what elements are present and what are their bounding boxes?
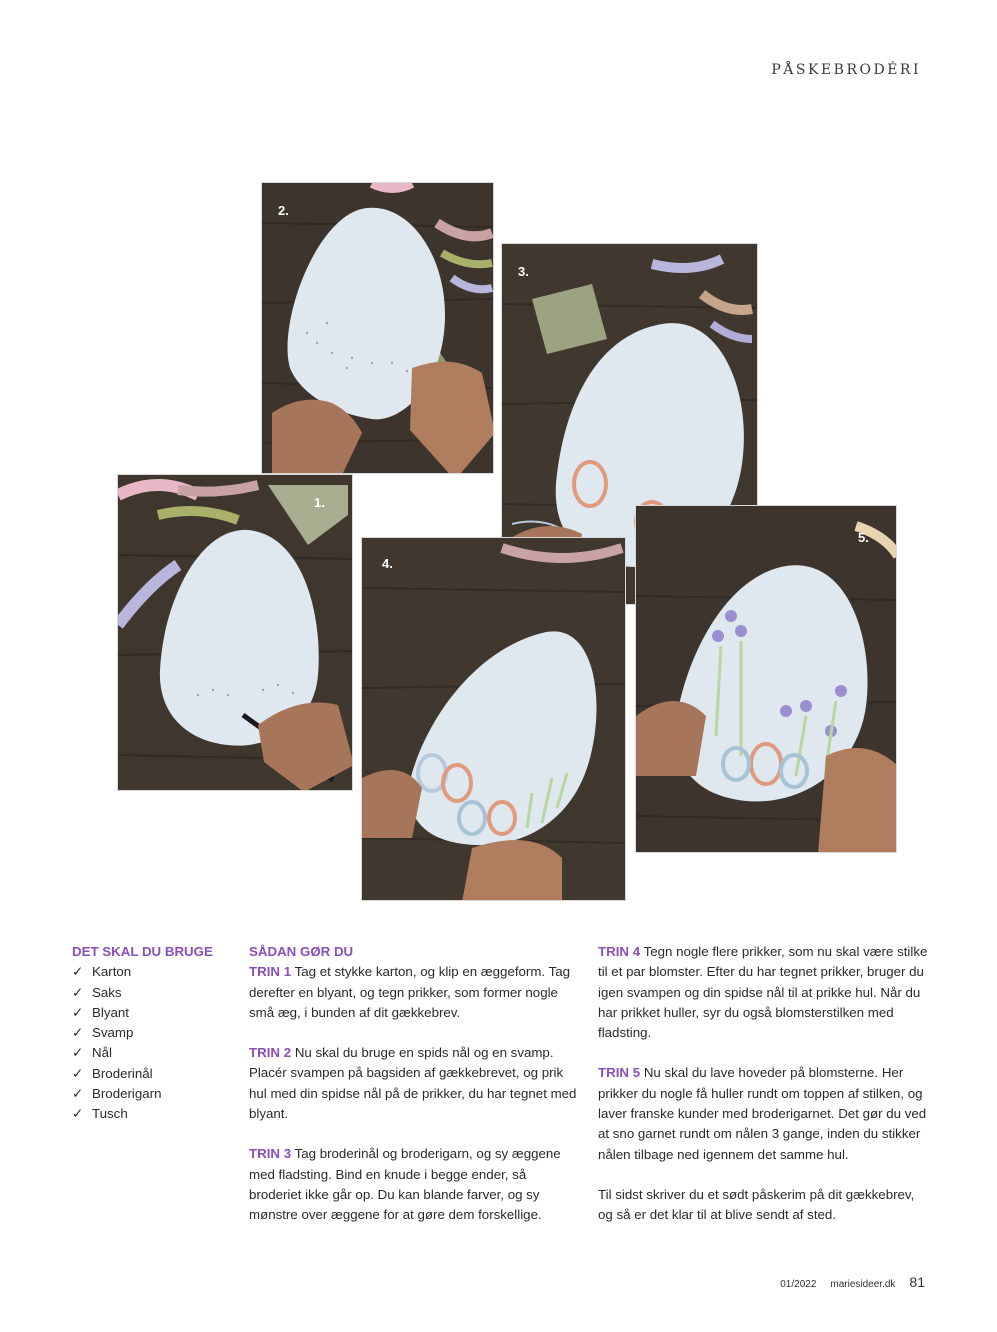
material-label: Blyant: [92, 1004, 129, 1020]
material-label: Svamp: [92, 1025, 134, 1041]
materials-list: [72, 962, 232, 1124]
material-item: [72, 1104, 232, 1124]
photo-number: 1.: [314, 495, 325, 510]
step-text: Nu skal du lave hoveder på blomsterne. Her prikker du nogle få huller rundt om toppen af stilken, og laver franske kunder med broderigarnet. Det gør du ved at sno garnet rundt om nålen 3 gange, inden du stikker nålen tilbage ned igennem det samme hul.: [598, 1065, 927, 1162]
step-paragraph: [249, 962, 579, 1023]
material-item: [72, 983, 232, 1003]
photo-number: 3.: [518, 264, 529, 279]
page-number: 81: [909, 1274, 925, 1290]
section-header: PÅSKEBRODÉRI: [771, 62, 921, 78]
instructions-column-1: [249, 942, 579, 1246]
instructions-column-2: [598, 942, 928, 1246]
checkmark-icon: ✓: [72, 1065, 84, 1081]
photo-step-4: [361, 537, 626, 901]
step-text: Tegn nogle flere prikker, som nu skal være stilke til et par blomster. Efter du har tegnet prikker, bruger du igen svampen og din spidse nål til at prikke hul. Når du har prikket huller, syr du også blomsterstilken med fladsting.: [598, 944, 928, 1041]
material-label: Nål: [92, 1045, 112, 1061]
step-paragraph: [598, 1063, 928, 1164]
material-item: [72, 1023, 232, 1043]
step-paragraph: [598, 942, 928, 1043]
material-label: Broderigarn: [92, 1086, 162, 1102]
checkmark-icon: ✓: [72, 984, 84, 1000]
material-item: [72, 1084, 232, 1104]
material-label: Broderinål: [92, 1065, 153, 1081]
step-label: TRIN 1: [249, 964, 292, 980]
checkmark-icon: ✓: [72, 1025, 84, 1041]
photo-number: 5.: [858, 530, 869, 545]
page-footer: [780, 1274, 925, 1290]
material-label: Saks: [92, 984, 122, 1000]
step-text: Tag broderinål og broderigarn, og sy æggene med fladsting. Bind en knude i begge ender, så broderiet ikke går op. Du kan blande farver, og sy mønstre over æggene for at gøre dem forskellige.: [249, 1146, 561, 1223]
step-label: TRIN 2: [249, 1045, 292, 1061]
step-text: Tag et stykke karton, og klip en æggeform. Tag derefter en blyant, og tegn prikker, som former nogle små æg, i bunden af dit gækkebrev.: [249, 964, 571, 1020]
material-label: Karton: [92, 964, 132, 980]
material-item: [72, 962, 232, 982]
material-item: [72, 1043, 232, 1063]
checkmark-icon: ✓: [72, 1045, 84, 1061]
material-item: [72, 1003, 232, 1023]
checkmark-icon: ✓: [72, 1106, 84, 1122]
photo-step-1: [117, 474, 353, 791]
step-label: TRIN 4: [598, 944, 641, 959]
photo-step-2: [261, 182, 494, 474]
photo-step-5: [635, 505, 897, 853]
instructions-heading: SÅDAN GØR DU: [249, 944, 354, 959]
step-label: TRIN 5: [598, 1065, 641, 1081]
closing-paragraph: Til sidst skriver du et sødt påskerim på dit gækkebrev, og så er det klar til at blive sendt af sted.: [598, 1186, 915, 1223]
materials-column: [72, 942, 232, 1125]
step-label: TRIN 3: [249, 1146, 292, 1162]
checkmark-icon: ✓: [72, 964, 84, 980]
material-item: [72, 1064, 232, 1084]
materials-heading: DET SKAL DU BRUGE: [72, 944, 213, 959]
step-paragraph: [249, 1144, 579, 1225]
checkmark-icon: ✓: [72, 1086, 84, 1102]
material-label: Tusch: [92, 1106, 128, 1122]
photo-number: 4.: [382, 556, 393, 571]
checkmark-icon: ✓: [72, 1004, 84, 1020]
issue-number: 01/2022: [780, 1279, 817, 1290]
step-text: Nu skal du bruge en spids nål og en svamp. Placér svampen på bagsiden af gækkebrevet, og prik hul med din spidse nål på de prikker, du har tegnet med blyant.: [249, 1045, 577, 1122]
photo-number: 2.: [278, 203, 289, 218]
website-url: mariesideer.dk: [830, 1279, 896, 1290]
step-paragraph: [249, 1043, 579, 1124]
